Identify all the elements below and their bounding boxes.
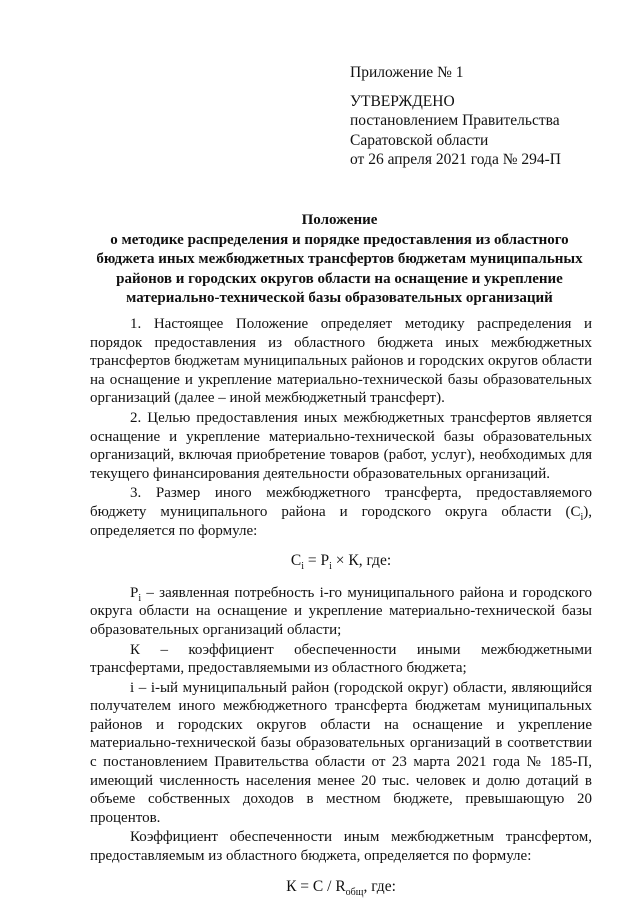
- paragraph-3-text: 3. Размер иного межбюджетного трансферта, предоставляемого бюджету муниципального района и городского округа области (C: [90, 485, 592, 520]
- approval-date: от 26 апреля 2021 года № 294-П: [350, 151, 561, 168]
- definition-var: P: [130, 584, 139, 601]
- approval-block: [350, 63, 561, 170]
- appendix-number: Приложение № 1: [350, 64, 464, 81]
- approval-line: постановлением Правительства: [350, 112, 560, 129]
- definition-p: [90, 584, 592, 640]
- subscript: i: [301, 561, 304, 573]
- formula-var: К = С / R: [286, 877, 346, 895]
- paragraph-2: 2. Целью предоставления иных межбюджетных трансфертов является оснащение и укрепление материально-технической базы образовательных организаций, включая приобретение товаров (работ, услуг), необходимых для текущего финансирования деятельности образовательных организаций.: [90, 409, 592, 482]
- document-title: [96, 211, 583, 309]
- document-body: [90, 315, 592, 909]
- definition-text: – заявленная потребность i-го муниципального района и городского округа области на оснащение и укрепление материально-технической базы образовательных организаций области;: [90, 584, 592, 638]
- paragraph-3-end: ), определяется по формуле:: [90, 503, 592, 539]
- paragraph-3: [90, 484, 592, 540]
- formula-end: × К, где:: [331, 552, 392, 570]
- definition-i: i – i-ый муниципальный район (городской округ) области, являющийся получателем иного межбюджетного трансферта бюджетам муниципальных районов и городских округов области на оснащение и укрепление материально-технической базы образовательных организаций в соответствии с постановлением Правительства области от 23 марта 2021 года № 185-П, имеющий численность населения менее 20 тыс. человек и долю дотаций в объеме собственных доходов в местном бюджете, превышающую 20 процентов.: [90, 679, 592, 826]
- formula-transfer-size: [90, 552, 592, 571]
- subscript: общ: [345, 886, 364, 898]
- approved-stamp: УТВЕРЖДЕНО: [350, 92, 455, 110]
- formula-end: , где:: [363, 877, 396, 895]
- formula-var: C: [290, 552, 302, 570]
- subscript: i: [138, 592, 142, 604]
- definition-k: К – коэффициент обеспеченности иными межбюджетными трансфертами, предоставляемыми из областного бюджета;: [90, 641, 592, 677]
- subscript: i: [580, 511, 584, 523]
- coefficient-intro: Коэффициент обеспеченности иным межбюджетным трансфертом, предоставляемым из областного бюджета, определяется по формуле:: [90, 829, 592, 865]
- subscript: i: [329, 561, 332, 573]
- approval-line: Саратовской области: [350, 131, 489, 149]
- formula-coefficient: [90, 878, 592, 897]
- title-subtitle: о методике распределения и порядке предоставления из областного бюджета иных межбюджетных трансфертов бюджетам муниципальных районов и городских округов области на оснащение и укрепление материально-технической базы образовательных организаций: [96, 231, 583, 306]
- formula-var: = P: [303, 552, 330, 570]
- title-heading: Положение: [301, 212, 378, 228]
- paragraph-1: 1. Настоящее Положение определяет методику распределения и порядок предоставления из областного бюджета иных межбюджетных трансфертов бюджетам муниципальных районов и городских округов области на оснащение и укрепление материально-технической базы образовательных организаций (далее – иной межбюджетный трансферт).: [90, 316, 592, 407]
